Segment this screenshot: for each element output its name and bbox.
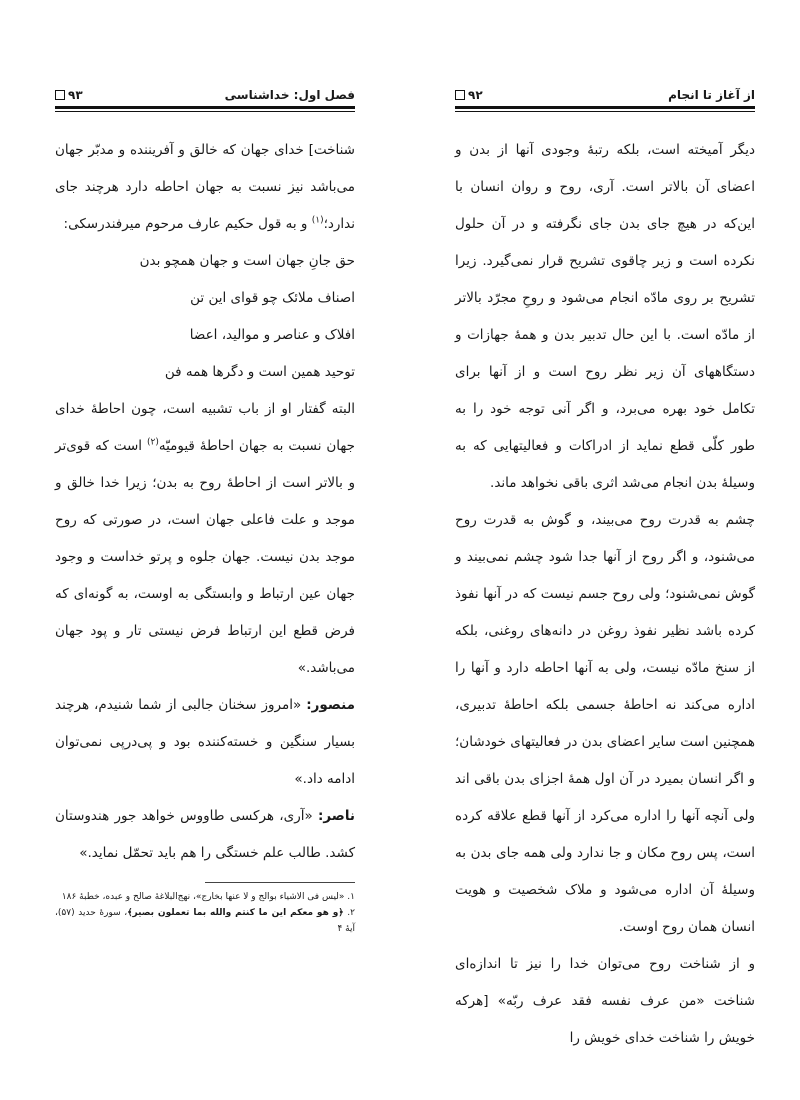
footnotes xyxy=(55,889,355,937)
left-page xyxy=(55,80,355,937)
footnote: ۲. ﴿و هو معکم این ما کنتم والله بما تعملون بصیر﴾، سورهٔ حدید (۵۷)، آیهٔ ۴ xyxy=(55,908,355,934)
dialogue-line: منصور: «امروز سخنان جالبی از شما شنیدم، هرچند بسیار سنگین و خسته‌کننده بود و پی‌درپی نمی‌توان ادامه داد.» xyxy=(55,697,355,787)
paragraph: البته گفتار او از باب تشبیه است، چون احاطهٔ خدای جهان نسبت به جهان احاطهٔ قیومیّه$^{(۲)}$ است که قوی‌تر و بالاتر است از احاطهٔ روح به بدن؛ زیرا خدا خالق و موجد و علت فاعلی جهان است، در صورتی که روح موجد بدن نیست. جهان جلوه و پرتو خداست و وجود جهان عین ارتباط و وابستگی به اوست، به گونه‌ای که فرض قطع این ارتباط فرض نیستی تار و پود جهان می‌باشد.» xyxy=(55,401,355,676)
page-number-group xyxy=(55,88,83,102)
verse-line: حق جانِ جهان است و جهان همچو بدن xyxy=(139,253,355,269)
footnote-ref[interactable]: (۲) xyxy=(146,437,159,448)
paragraph: و از شناخت روح می‌توان خدا را نیز تا اندازه‌ای شناخت «من عرف نفسه فقد عرف ربّه» [هرکه خویش را شناخت خدای خویش را xyxy=(455,956,755,1046)
footnote: ۱. «لیس فی الاشیاء بوالج و لا عنها بخارج»، نهج‌البلاغهٔ صالح و عبده، خطبهٔ ۱۸۶ xyxy=(61,892,355,902)
header-rule-thin xyxy=(455,111,755,112)
right-page xyxy=(455,80,755,1057)
body-text xyxy=(455,132,755,1057)
running-head-title: فصل اول: خداشناسی xyxy=(224,88,355,102)
speaker-name: منصور: xyxy=(306,697,355,713)
verse-line: توحید همین است و دگرها همه فن xyxy=(164,364,355,380)
running-head-title: از آغاز تا انجام xyxy=(668,88,755,102)
header-rule-thin xyxy=(55,111,355,112)
verse-line: اصناف ملائک چو قوای این تن xyxy=(190,290,355,306)
page-number: ۹۲ xyxy=(468,88,483,102)
square-ornament-icon xyxy=(455,90,465,100)
verse-line: افلاک و عناصر و موالید، اعضا xyxy=(189,327,355,343)
body-text xyxy=(55,132,355,872)
square-ornament-icon xyxy=(55,90,65,100)
paragraph: دیگر آمیخته است، بلکه رتبهٔ وجودی آنها از بدن و اعضای آن بالاتر است. آری، روح و روان انسان با این‌که در هیچ جای بدن جای نگرفته و در آن حلول نکرده است و زیر چاقوی تشریح قرار نمی‌گیرد. زیرا تشریح بر روی مادّه انجام می‌شود و روحِ مجرّد بالاتر از مادّه است. با این حال تدبیر بدن و همهٔ جهازات و دستگاههای آن زیر نظر روح است و از آنها برای تکامل خود بهره می‌برد، و اگر آنی توجه خود را به طور کلّی قطع نماید از ادراکات و فعالیتهایی که به وسیلهٔ بدن انجام می‌شد اثری باقی نخواهد ماند. xyxy=(455,142,755,491)
page-number-group xyxy=(455,88,483,102)
paragraph: شناخت] خدای جهان که خالق و آفریننده و مدبّر جهان می‌باشد نیز نسبت به جهان احاطه دارد هرچند جای ندارد؛$^{(۱)}$ و به قول حکیم عارف مرحوم میرفندرسکی: xyxy=(55,142,355,232)
speaker-name: ناصر: xyxy=(318,808,355,824)
running-head xyxy=(455,80,755,102)
running-head xyxy=(55,80,355,102)
page-number: ۹۳ xyxy=(68,88,83,102)
header-rule-thick xyxy=(455,106,755,109)
footnote-ref[interactable]: (۱) xyxy=(311,215,324,226)
header-rule-thick xyxy=(55,106,355,109)
dialogue-line: ناصر: «آری، هرکسی طاووس خواهد جور هندوستان کشد. طالب علم خستگی را هم باید تحمّل نماید.» xyxy=(55,808,355,861)
footnote-separator xyxy=(205,882,355,883)
paragraph: چشم به قدرت روح می‌بیند، و گوش به قدرت روح می‌شنود، و اگر روح از آنها جدا شود چشم نمی‌بیند و گوش نمی‌شنود؛ ولی روح جسم نیست که در آنها نفوذ کرده باشد نظیر نفوذ روغن در دانه‌های روغنی، بلکه از سنخ مادّه نیست، ولی به آنها احاطه دارد و آنها را اداره می‌کند نه احاطهٔ جسمی بلکه احاطهٔ تدبیری، همچنین است سایر اعضای بدن در فعالیتهای خودشان؛ و اگر انسان بمیرد در آن اول همهٔ اجزای بدن باقی اند ولی آنچه آنها را اداره می‌کرد از آنها قطع علاقه کرده است، پس روح مکان و جا ندارد ولی همه جای بدن به وسیلهٔ آن اداره می‌شود و ملاک شخصیت و هویت انسان همان روح اوست. xyxy=(455,512,755,935)
